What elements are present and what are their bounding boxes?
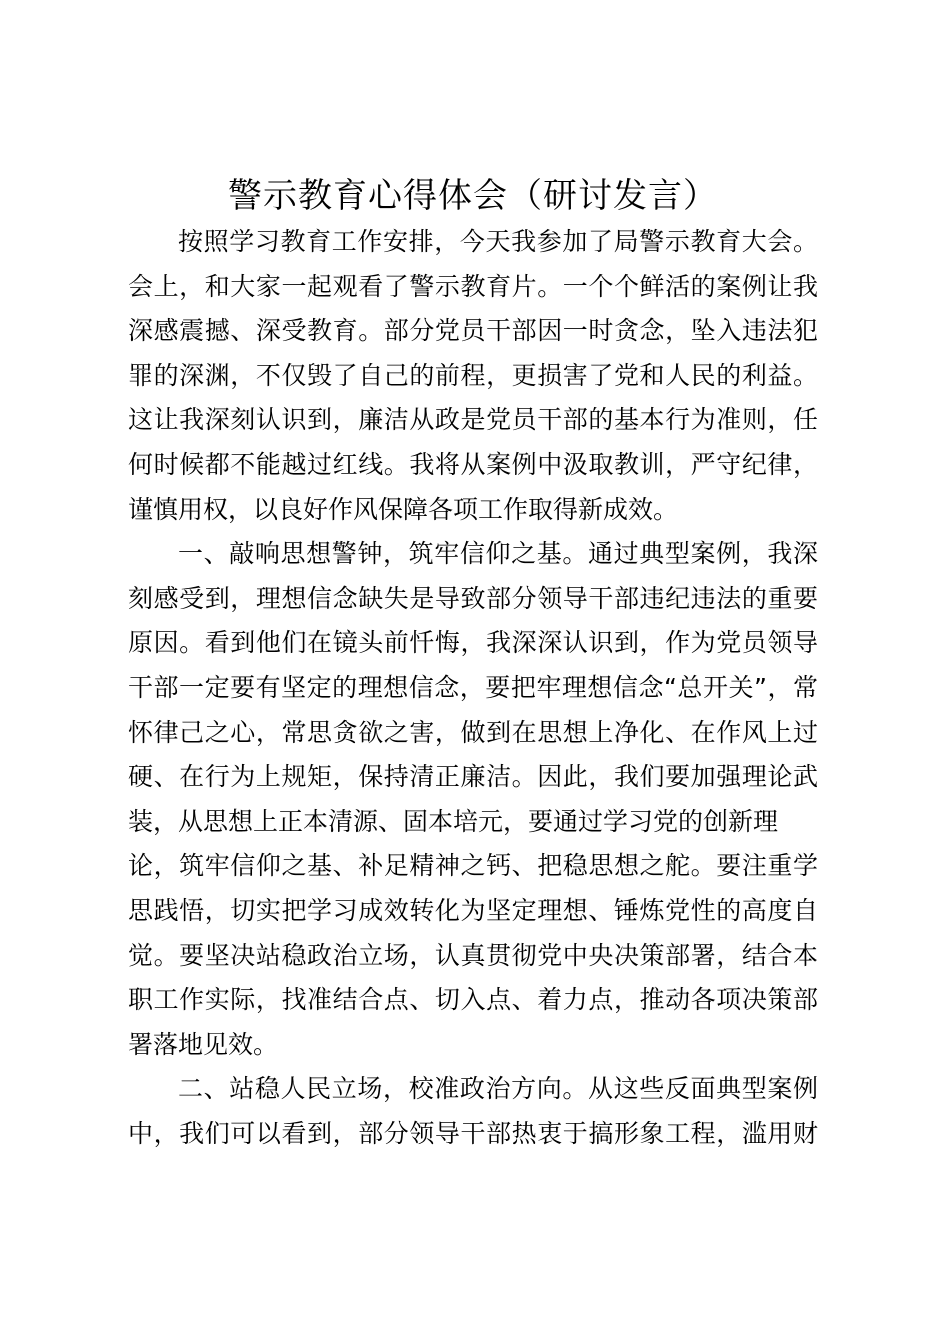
text-line: 罪的深渊，不仅毁了自己的前程，更损害了党和人民的利益。 [128,360,818,390]
text-line: 觉。要坚决站稳政治立场，认真贯彻党中央决策部署，结合本 [128,940,818,970]
text-line: 论，筑牢信仰之基、补足精神之钙、把稳思想之舵。要注重学 [128,851,818,881]
text-line: 原因。看到他们在镜头前忏悔，我深深认识到，作为党员领导 [128,628,818,658]
text-line: 谨慎用权，以良好作风保障各项工作取得新成效。 [128,494,679,524]
paragraph-intro [128,220,818,532]
document-page [128,172,818,1156]
text-line: 一、敲响思想警钟，筑牢信仰之基。通过典型案例，我深 [178,539,818,569]
paragraph-section-two [128,1067,818,1156]
text-line: 署落地见效。 [128,1029,279,1059]
text-line: 二、站稳人民立场，校准政治方向。从这些反面典型案例 [178,1074,818,1104]
paragraph-section-one [128,532,818,1067]
text-line: 装，从思想上正本清源、固本培元，要通过学习党的创新理 [128,806,779,836]
text-line: 中，我们可以看到，部分领导干部热衷于搞形象工程，滥用财 [128,1118,818,1148]
text-line: 思践悟，切实把学习成效转化为坚定理想、锤炼党性的高度自 [128,895,818,925]
text-line: 按照学习教育工作安排，今天我参加了局警示教育大会。 [178,227,818,256]
text-line: 干部一定要有坚定的理想信念，要把牢理想信念“总开关”，常 [128,672,818,702]
text-line: 这让我深刻认识到，廉洁从政是党员干部的基本行为准则，任 [128,405,818,435]
text-line: 怀律己之心，常思贪欲之害，做到在思想上净化、在作风上过 [128,717,818,747]
text-line: 何时候都不能越过红线。我将从案例中汲取教训，严守纪律， [128,449,818,479]
text-line: 会上，和大家一起观看了警示教育片。一个个鲜活的案例让我 [128,271,818,301]
document-title: 警示教育心得体会（研讨发言） [228,176,718,216]
text-line: 刻感受到，理想信念缺失是导致部分领导干部违纪违法的重要 [128,583,818,613]
text-line: 硬、在行为上规矩，保持清正廉洁。因此，我们要加强理论武 [128,762,818,792]
text-line: 深感震撼、深受教育。部分党员干部因一时贪念，坠入违法犯 [128,316,818,346]
text-line: 职工作实际，找准结合点、切入点、着力点，推动各项决策部 [128,985,818,1015]
